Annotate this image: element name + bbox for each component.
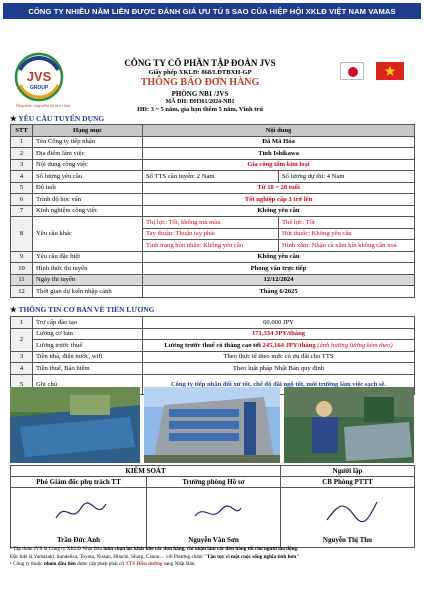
signer-name: Nguyễn Văn Sơn: [188, 536, 239, 544]
table-row: 8 Yêu cầu khác Thị lực: Tốt, không mù màu Thể lực: Tốt: [11, 217, 415, 229]
factory-building-photo: [144, 387, 280, 463]
table-row: 9 Yêu cầu đặc biệt Không yêu cầu: [11, 251, 415, 263]
table-row: Tay thuận: Thuận tay phải Hút thuốc: Không yêu cầu: [11, 228, 415, 240]
sheet-metal-photo: [10, 387, 140, 463]
signature-cell: [147, 488, 281, 548]
department: PHÒNG NB1 /JVS: [171, 89, 229, 98]
signature-cell: [11, 488, 147, 548]
table-row: 4 Số lượng yêu cầu Số TTS cần tuyển: 2 Nam Số lượng dự thi: 4 Nam: [11, 171, 415, 183]
note-line: • Công ty thuộc nhóm đầu tiên được cấp phép phái cử TTS Điều dưỡng sang Nhật Bản.: [10, 561, 196, 568]
table-row: 5 Ghi chú Công ty tiếp nhận đối xử tốt, chế độ đãi ngộ tốt, môi trường làm việc sạch sẽ.: [11, 374, 415, 394]
table-row: 12 Thời gian dự kiến nhập cảnh Tháng 6/2025: [11, 286, 415, 298]
table-row: 2 Lương cơ bản 171,334 JPY/tháng: [11, 328, 415, 340]
table-row: 4 Tiền thuế, Bảo hiểm Theo luật pháp Nhật Bản quy định: [11, 363, 415, 375]
signer-name: Nguyễn Thị Thu: [322, 536, 373, 544]
jvs-group-logo: [14, 52, 64, 102]
salary-table: [10, 316, 415, 395]
worker-machine-photo: [284, 387, 414, 463]
top-banner: CÔNG TY NHIỀU NĂM LIỀN ĐƯỢC ĐÁNH GIÁ ƯU TÚ 5 SAO CỦA HIỆP HỘI XKLĐ VIỆT NAM VAMAS: [3, 3, 421, 19]
table-row: 6 Trình độ học vấn Tốt nghiệp cấp 3 trở lên: [11, 194, 415, 206]
role-staff: CB Phòng PTTT: [281, 477, 415, 488]
note-line: • Tập đoàn JVS là Công ty XKLĐ Nhật Bản luôn chọn lọc khắt khe các đơn hàng, chỉ nhận làm các đơn hàng tốt cho người lao động.: [10, 546, 299, 552]
table-row: Tình trạng hôn nhân: Không yêu cầu Hình xăm: Nhận cả xăm kín không cần xoá: [11, 240, 415, 252]
signature-icon: [187, 496, 247, 526]
signature-icon: [321, 496, 381, 526]
contract-term: HĐ: 3 ~ 5 năm, gia hạn thêm 5 năm, Vĩnh trú: [137, 106, 263, 114]
col-header-item: Hạng mục: [33, 125, 143, 137]
table-row: 5 Độ tuổi Từ 18 ~ 28 tuổi: [11, 182, 415, 194]
workplace-photos: [10, 387, 414, 463]
table-row: 3 Nội dung công việc Gia công tấm kim loại: [11, 159, 415, 171]
role-records-head: Trưởng phòng Hồ sơ: [147, 477, 281, 488]
svg-text:GROUP: GROUP: [29, 85, 49, 91]
control-title: KIỂM SOÁT: [11, 466, 281, 477]
vietnam-flag-icon: [376, 62, 404, 80]
order-code: MÃ ĐH: ĐH361/2024-NB1: [165, 98, 235, 105]
document-header: [100, 58, 300, 114]
license-number: Giấy phép XKLĐ: 868/LĐTBXH-GP: [148, 69, 252, 77]
note-line: Đặc biệt là Yamazaki, Sundelica, Toyota, Nissan, Hitachi, Sharp, Canon… với Phương châm "Tận tụy vì một cuộc sống nghĩa tình hơn": [10, 553, 300, 560]
table-row: 3 Tiền nhà, điện nước, wifi Theo thực tế theo mức có ưu đãi cho TTS: [11, 351, 415, 363]
signer-name: Trần Đức Anh: [57, 536, 100, 544]
table-row: 7 Kinh nghiệm công việc Không yêu cầu: [11, 205, 415, 217]
maker-title: Người lập: [281, 466, 415, 477]
svg-text:JVS: JVS: [26, 69, 52, 84]
table-row: 1 Tên Công ty tiếp nhận Đã Mã Hóa: [11, 136, 415, 148]
signature-icon: [51, 496, 111, 526]
table-row: 10 Hình thức thi tuyển Phỏng vấn trực tiếp: [11, 263, 415, 275]
japan-flag-icon: [340, 62, 364, 80]
col-header-stt: STT: [11, 125, 33, 137]
table-row: 2 Địa điểm làm việc Tỉnh Ishikawa: [11, 148, 415, 160]
section-salary-title: ★ THÔNG TIN CƠ BẢN VỀ TIỀN LƯƠNG: [10, 305, 155, 314]
signature-cell: [281, 488, 415, 548]
table-row: 1 Trợ cấp đào tạo 60,000 JPY: [11, 317, 415, 329]
company-name: CÔNG TY CỔ PHẦN TẬP ĐOÀN JVS: [124, 58, 276, 68]
logo-tagline: Vững bước cùng niềm tin và tri thức: [15, 104, 71, 108]
recruitment-table: [10, 124, 415, 298]
table-row: Lương trước thuế Lương trước thuế có tháng cao tới 245,164 JPY/tháng (ảnh hưởng lương kèm theo): [11, 340, 415, 352]
signoff-table: [10, 465, 415, 548]
table-row: 11 Ngày thi tuyển 12/12/2024: [11, 274, 415, 286]
footer-notes: [10, 546, 414, 569]
section-recruitment-title: ★ YÊU CẦU TUYỂN DỤNG: [10, 114, 105, 123]
document-title: THÔNG BÁO ĐƠN HÀNG: [140, 77, 260, 89]
col-header-content: Nội dung: [143, 125, 415, 137]
role-deputy-director: Phó Giám đốc phụ trách TT: [11, 477, 147, 488]
